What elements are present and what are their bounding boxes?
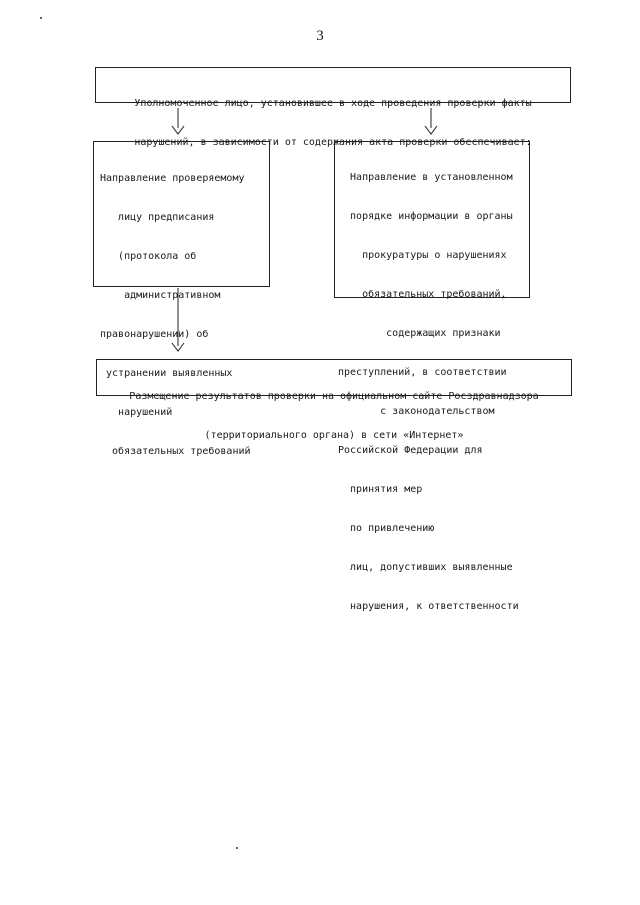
left-box-line: нарушений [100, 407, 173, 418]
right-box-line: Направление в установленном [338, 172, 513, 183]
right-box-line: по привлечению [338, 523, 435, 534]
left-box-line: обязательных требований [100, 446, 251, 457]
left-box-line: устранении выявленных [100, 368, 233, 379]
left-box-line: Направление проверяемому [100, 173, 245, 184]
scan-speck [40, 17, 42, 19]
right-box-line: нарушения, к ответственности [338, 601, 519, 612]
left-box-line: лицу предписания [100, 212, 215, 223]
right-box-line: с законодательством [338, 406, 495, 417]
right-box-line: принятия мер [338, 484, 423, 495]
left-box-line: административном [100, 290, 221, 301]
top-box-line: Уполномоченное лицо, установившее в ходе проведения проверки факты [134, 98, 532, 109]
right-box-line: порядке информации в органы [338, 211, 513, 222]
right-box-line: прокуратуры о нарушениях [338, 250, 507, 261]
right-box-line: обязательных требований, [338, 289, 507, 300]
bottom-box-line: (территориального органа) в сети «Интернет» [204, 430, 464, 441]
left-box-line: правонарушении) об [100, 329, 209, 340]
page-number: 3 [316, 28, 324, 44]
right-box-line: Российской Федерации для [338, 445, 483, 456]
left-box-line: (протокола об [100, 251, 197, 262]
top-box-line: нарушений, в зависимости от содержания акта проверки обеспечивает: [134, 137, 532, 148]
right-box-line: содержащих признаки [338, 328, 501, 339]
scan-speck [236, 847, 238, 849]
right-box-line: лиц, допустивших выявленные [338, 562, 513, 573]
right-box-line: преступлений, в соответствии [338, 367, 507, 378]
bottom-box-line: Размещение результатов проверки на официальном сайте Росздравнадзора [129, 391, 539, 402]
